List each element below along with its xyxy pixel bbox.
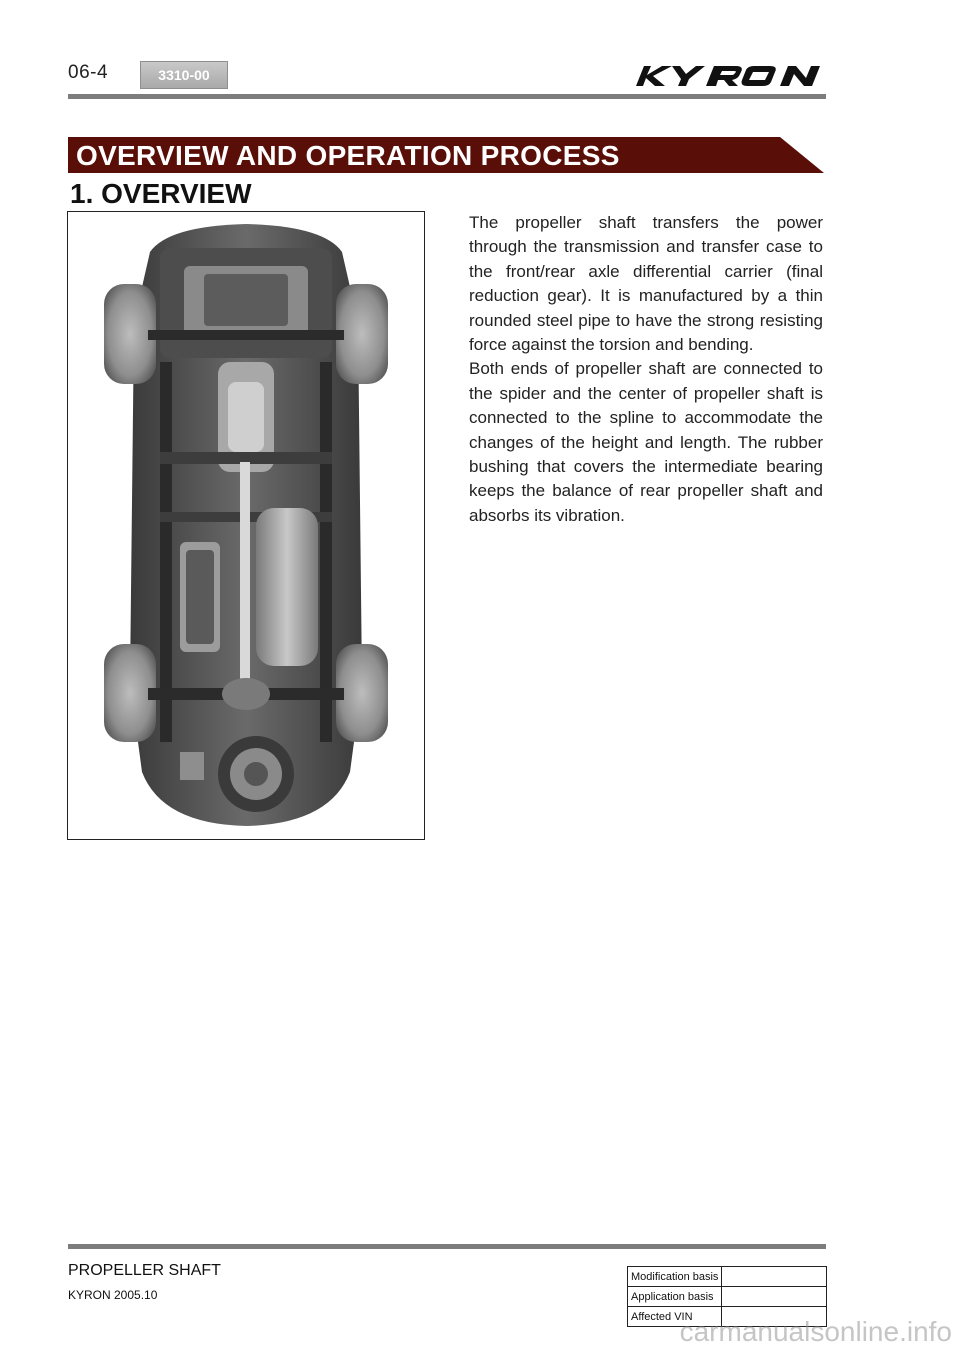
banner-title: OVERVIEW AND OPERATION PROCESS: [76, 140, 620, 171]
overview-text: [469, 211, 823, 528]
vehicle-underbody-figure: [67, 211, 425, 840]
footer-edition: KYRON 2005.10: [68, 1288, 158, 1302]
overview-paragraph-1: The propeller shaft transfers the power through the transmission and transfer case to the front/rear axle differential carrier (final reduction gear). It is manufactured by a thin rounded steel pipe to have the strong resisting force against the torsion and bending.: [469, 213, 823, 355]
revision-row: [628, 1287, 827, 1307]
section-code-badge: 3310-00: [140, 61, 228, 89]
page-number: 06-4: [68, 62, 109, 83]
vehicle-underbody-icon: [68, 212, 424, 838]
footer-divider: [68, 1244, 826, 1249]
revision-label: Affected VIN: [628, 1307, 722, 1327]
revision-label: Application basis: [628, 1287, 722, 1307]
watermark: carmanualsonline.info: [679, 1316, 952, 1347]
revision-value: [722, 1267, 827, 1287]
header-divider: [68, 94, 826, 99]
footer-chapter-title: PROPELLER SHAFT: [68, 1262, 221, 1279]
revision-row: [628, 1267, 827, 1287]
kyron-logo: [632, 60, 828, 92]
revision-value: [722, 1287, 827, 1307]
overview-paragraph-2: Both ends of propeller shaft are connected to the spider and the center of propeller shaft is connected to the spline to accommodate the changes of the height and length. The rubber bushing that covers the intermediate bearing keeps the balance of rear propeller shaft and absorbs its vibration.: [469, 359, 823, 525]
section-heading: 1. OVERVIEW: [70, 178, 252, 209]
section-banner: [68, 137, 824, 173]
revision-label: Modification basis: [628, 1267, 722, 1287]
